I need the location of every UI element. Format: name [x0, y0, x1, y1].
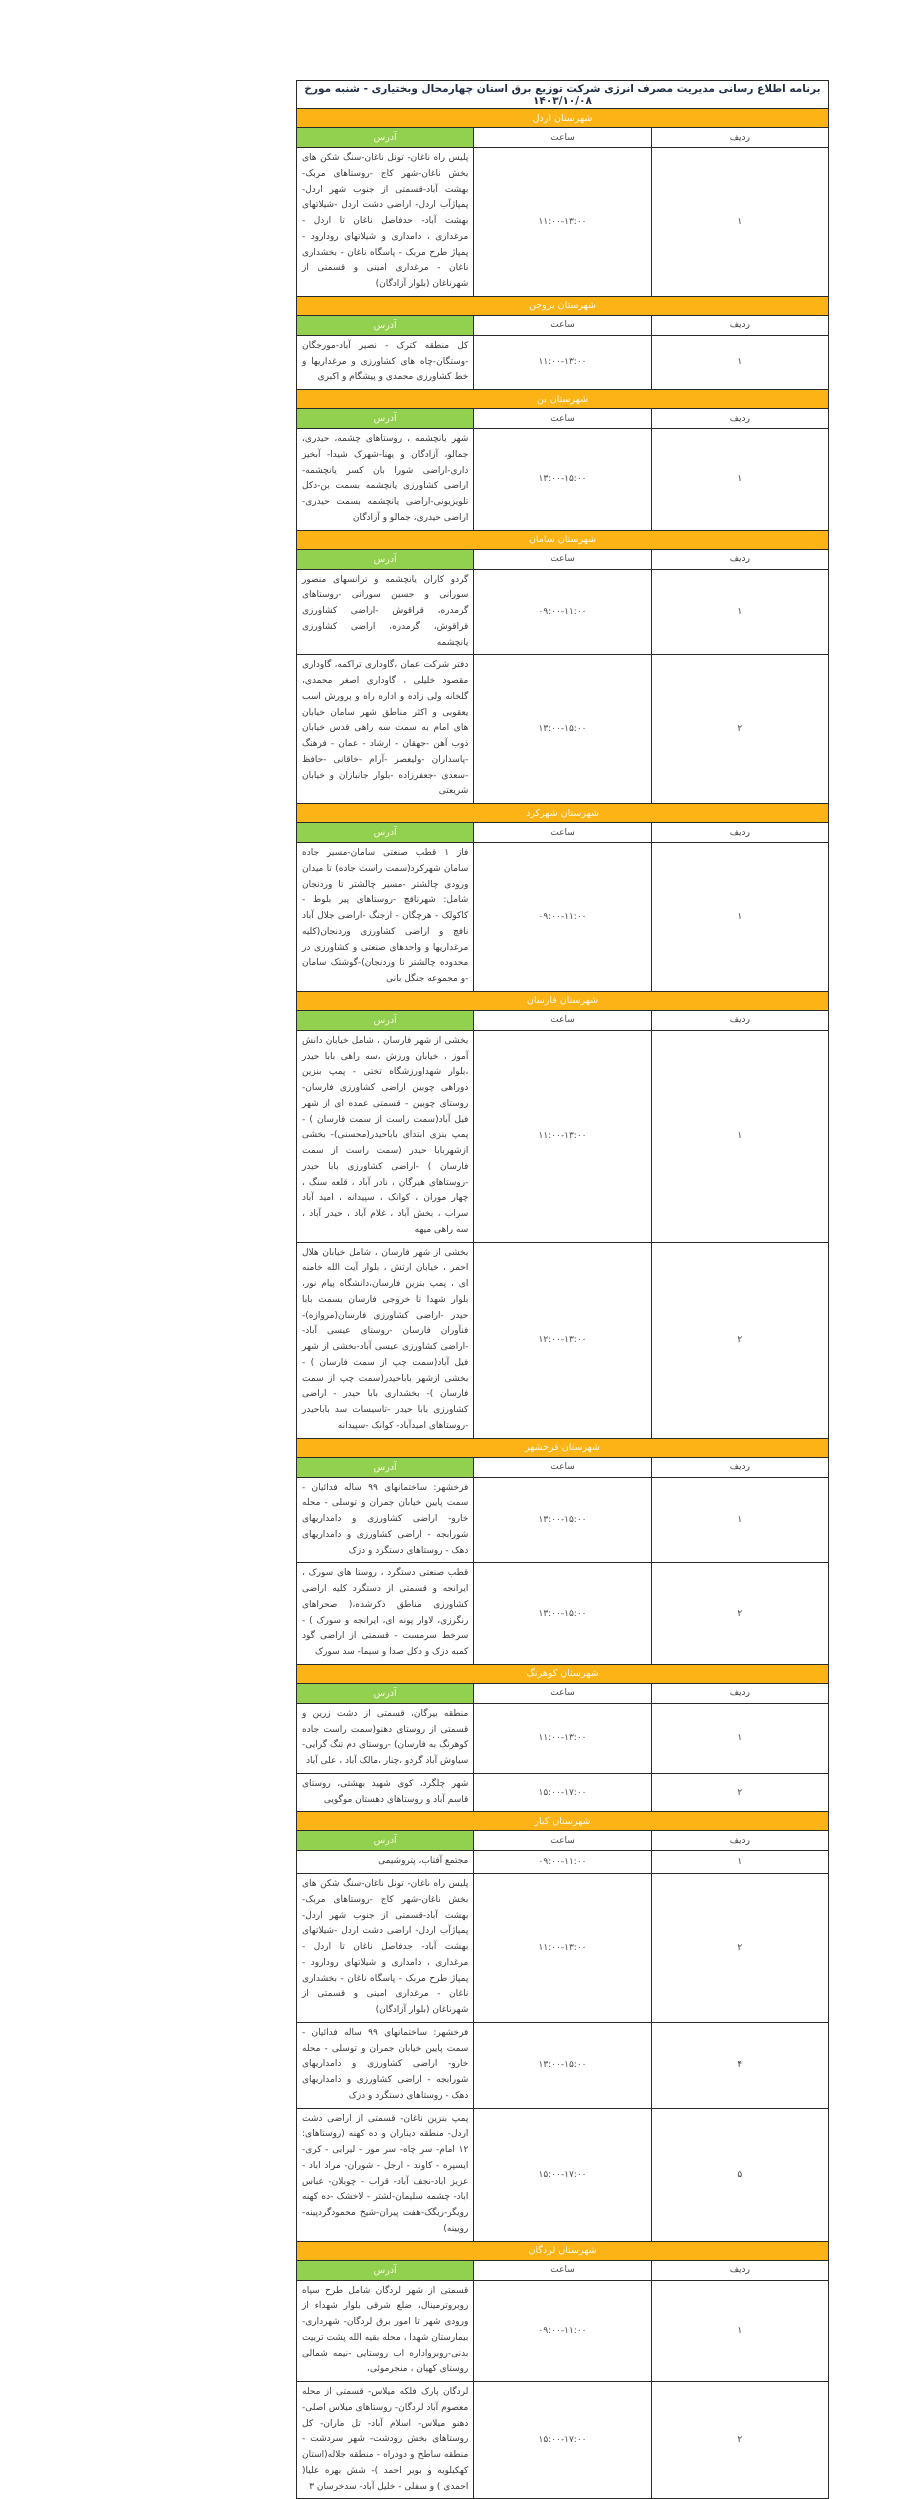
column-header-address: آدرس	[297, 1683, 474, 1703]
schedule-table-body	[297, 81, 829, 2499]
time-cell: ۱۱:۰۰-۱۳:۰۰	[474, 1030, 651, 1242]
table-row	[297, 429, 829, 531]
address-cell: پمپ بنزین ناغان- قسمتی از اراضی دشت اردل- منطقه دیناران و ده کهنه (روستاهای: ۱۲ امام- سر چاه- سر مور - لیرابی - کری- ایسپره - کاوند - ارجل - شوران- مراد اباد - عزیز اباد-نجف آباد- قراب - چوبلان- عباس اباد- چشمه سلیمان-لشتر - لاخشک -ده کهنه رویگر-ریگک-هفت پیران-شیخ محمودگردپینه-رویینه)	[297, 2108, 474, 2241]
section-title: شهرستان فارسان	[297, 991, 829, 1010]
time-cell: ۱۵:۰۰-۱۷:۰۰	[474, 2108, 651, 2241]
column-header-row-num: ردیف	[651, 2260, 828, 2280]
column-header-time: ساعت	[474, 1683, 651, 1703]
column-header-row	[297, 549, 829, 569]
section-header-row	[297, 1812, 829, 1831]
table-row	[297, 2280, 829, 2382]
column-header-row-num: ردیف	[651, 315, 828, 335]
row-number-cell: ۱	[651, 843, 828, 992]
row-number-cell: ۱	[651, 429, 828, 531]
column-header-time: ساعت	[474, 1831, 651, 1851]
page-title: برنامه اطلاع رسانی مدیریت مصرف انرژی شرکت توزیع برق استان چهارمحال وبختیاری - شنبه مورخ ۱۴۰۳/۱۰/۰۸	[297, 81, 829, 109]
schedule-sheet	[296, 80, 829, 2499]
section-header-row	[297, 530, 829, 549]
table-row	[297, 148, 829, 297]
address-cell: مجتمع آفتاب، پتروشیمی	[297, 1851, 474, 1874]
column-header-address: آدرس	[297, 549, 474, 569]
row-number-cell: ۲	[651, 1773, 828, 1812]
table-row	[297, 655, 829, 804]
row-number-cell: ۵	[651, 2108, 828, 2241]
section-title: شهرستان اردل	[297, 109, 829, 128]
column-header-row-num: ردیف	[651, 1010, 828, 1030]
column-header-time: ساعت	[474, 1457, 651, 1477]
column-header-address: آدرس	[297, 1831, 474, 1851]
address-cell: شهر یانچشمه ، روستاهای چشمه، حیدری، جمالو، آزادگان و یهنا-شهرک شیدا- آبخیز داری-اراضی شورا بان کسر یانچشمه- اراضی کشاورزی یانچشمه بسمت بن-دکل تلویزیونی-اراضی یانچشمه بسمت حیدری-اراضی حیدری، جمالو و آزادگان	[297, 429, 474, 531]
address-cell: قطب صنعتی دستگرد ، روستا های سورک ، ایرانجه و قسمتی از دستگرد کلیه اراضی کشاورزی مناطق ذکرشده،( صحراهای رنگرزی، لاوار پونه ای، ایرانجه و سورک ) - سرخط سرمست - قسمتی از اراضی گود کمبه دزک و دکل صدا و سیما- سد سورک	[297, 1563, 474, 1665]
section-header-row	[297, 390, 829, 409]
row-number-cell: ۲	[651, 1242, 828, 1438]
column-header-row	[297, 1683, 829, 1703]
row-number-cell: ۱	[651, 569, 828, 655]
address-cell: منطقه بیرگان، قسمتی از دشت زرین و قسمتی از روستای دهنو(سمت راست جاده کوهرنگ به فارسان) -روستای دم تنگ گرایی-سیاوش آباد گردو ،چنار ،مالک آباد ، علی آباد	[297, 1703, 474, 1773]
column-header-row	[297, 128, 829, 148]
column-header-time: ساعت	[474, 409, 651, 429]
column-header-address: آدرس	[297, 823, 474, 843]
column-header-address: آدرس	[297, 409, 474, 429]
section-header-row	[297, 991, 829, 1010]
row-number-cell: ۱	[651, 335, 828, 389]
row-number-cell: ۱	[651, 148, 828, 297]
table-row	[297, 2022, 829, 2108]
section-title: شهرستان بروجن	[297, 296, 829, 315]
address-cell: دفتر شرکت عمان ،گاوداری تراکمه، گاوداری مقصود خلیلی ، گاوداری اصغر محمدی، گلخانه ولی زاده و اداره راه و پرورش اسب یعقوبی و اکثر مناطق شهر سامان خیابان های امام به سمت سه راهی قدس خیابان ذوب آهن -جهقان - ارشاد - عمان - فرهنگ -پاسداران -ولیعصر -آرام -خاقانی -حافظ -سعدی -جعفرزاده -بلوار جانبازان و خیابان شریعتی	[297, 655, 474, 804]
address-cell: شهر چلگرد، کوی شهید بهشتی، روستای قاسم آباد و روستاهای دهستان موگویی	[297, 1773, 474, 1812]
column-header-row	[297, 823, 829, 843]
table-row	[297, 843, 829, 992]
row-number-cell: ۱	[651, 2280, 828, 2382]
table-row	[297, 335, 829, 389]
time-cell: ۱۳:۰۰-۱۵:۰۰	[474, 655, 651, 804]
time-cell: ۰۹:۰۰-۱۱:۰۰	[474, 2280, 651, 2382]
table-row	[297, 1773, 829, 1812]
row-number-cell: ۲	[651, 655, 828, 804]
column-header-row	[297, 1831, 829, 1851]
column-header-row-num: ردیف	[651, 409, 828, 429]
section-title: شهرستان بن	[297, 390, 829, 409]
column-header-time: ساعت	[474, 2260, 651, 2280]
time-cell: ۱۱:۰۰-۱۳:۰۰	[474, 148, 651, 297]
table-row	[297, 1477, 829, 1563]
table-row	[297, 1242, 829, 1438]
time-cell: ۰۹:۰۰-۱۱:۰۰	[474, 843, 651, 992]
row-number-cell: ۱	[651, 1851, 828, 1874]
section-title: شهرستان کیار	[297, 1812, 829, 1831]
row-number-cell: ۲	[651, 2382, 828, 2499]
table-row	[297, 569, 829, 655]
section-title: شهرستان سامان	[297, 530, 829, 549]
column-header-row-num: ردیف	[651, 1683, 828, 1703]
table-row	[297, 2108, 829, 2241]
row-number-cell: ۱	[651, 1030, 828, 1242]
table-row	[297, 1030, 829, 1242]
row-number-cell: ۱	[651, 1477, 828, 1563]
section-title: شهرستان کوهرنگ	[297, 1664, 829, 1683]
address-cell: کل منطقه کترک - نصیر آباد-مورجگان -وستگان-چاه های کشاورزی و مرغداریها و خط کشاورزی محمدی و پیشگام و اکبری	[297, 335, 474, 389]
address-cell: بخشی از شهر فارسان ، شامل خیابان دانش آموز ، خیابان ورزش ،سه راهی بابا حیدر ،بلوار شهداورزشگاه تختی - پمپ بنزین دوراهی چوبین اراضی کشاورزی فارسان- روستای چوبین - قسمتی عمده ای از شهر فیل آباد(سمت راست از سمت فارسان ) - پمپ بنزی ابتدای باباحیدر(محسنی)- بخشی ازشهربابا حیدر (سمت راست از سمت فارسان ) -اراضی کشاورزی بابا حیدر -روستاهای هیرگان ، نادر آباد ، قلعه سنگ ، چهار موران ، کوانک ، سپیدانه ، امید آباد سراب ، بخش آباد ، غلام آباد ، حیدر آباد ، سه راهی میهه	[297, 1030, 474, 1242]
time-cell: ۱۳:۰۰-۱۵:۰۰	[474, 429, 651, 531]
section-title: شهرستان فرخشهر	[297, 1438, 829, 1457]
column-header-address: آدرس	[297, 2260, 474, 2280]
column-header-address: آدرس	[297, 1457, 474, 1477]
address-cell: قسمتی از شهر لردگان شامل طرح سپاه روبروترمینال، ضلع شرقی بلوار شهداء از ورودی شهر تا امور برق لردگان- شهرداری- بیمارستان شهدا ، محله بقیه الله پشت تربیت بدنی-روبرواداره اب روستایی -نیمه شمالی روستای کهیان ، منجرموئی،	[297, 2280, 474, 2382]
section-header-row	[297, 2241, 829, 2260]
column-header-row	[297, 409, 829, 429]
column-header-row-num: ردیف	[651, 1457, 828, 1477]
column-header-address: آدرس	[297, 1010, 474, 1030]
section-header-row	[297, 804, 829, 823]
section-header-row	[297, 296, 829, 315]
time-cell: ۱۲:۰۰-۱۳:۰۰	[474, 1242, 651, 1438]
time-cell: ۱۱:۰۰-۱۳:۰۰	[474, 1874, 651, 2023]
section-header-row	[297, 1664, 829, 1683]
table-row	[297, 1851, 829, 1874]
address-cell: بخشی از شهر فارسان ، شامل خیابان هلال احمر ، خیابان ارتش ، بلوار آیت الله خامنه ای ، پمپ بنزین فارسان،دانشگاه پیام نور، بلوار شهدا تا خروجی فارسان بسمت بابا حیدر -اراضی کشاورزی فارسان(مروازه)-فنآوران فارسان -روستای عیسی آباد- -اراضی کشاورزی عیسی آباد-بخشی از شهر فیل آباد(سمت چپ از سمت فارسان ) - بخشی ازشهر باباحیدر(سمت چپ از سمت فارسان )- بخشداری بابا حیدر - اراضی کشاورزی بابا حیدر -تاسیسات سد باباحیدر -روستاهای امیدآباد- کوانک -سپیدانه	[297, 1242, 474, 1438]
time-cell: ۱۱:۰۰-۱۳:۰۰	[474, 335, 651, 389]
section-title: شهرستان شهرکرد	[297, 804, 829, 823]
column-header-row-num: ردیف	[651, 1831, 828, 1851]
column-header-address: آدرس	[297, 315, 474, 335]
column-header-row	[297, 315, 829, 335]
section-header-row	[297, 109, 829, 128]
address-cell: گردو کاران یانچشمه و ترانسهای منصور سورانی و حسین سورانی -روستاهای گرمدره، قراقوش -اراضی کشاورزی قراقوش، گرمدره، اراضی کشاورزی یانچشمه	[297, 569, 474, 655]
address-cell: فرخشهر: ساختمانهای ۹۹ ساله فدائیان - سمت پایین خیابان جمران و توسلی - محله خارو- اراضی کشاورزی و دامداریهای شورابجه - اراضی کشاورزی و دامداریهای دهک - روستاهای دستگرد و دزک	[297, 1477, 474, 1563]
section-header-row	[297, 1438, 829, 1457]
column-header-row	[297, 2260, 829, 2280]
title-row	[297, 81, 829, 109]
table-row	[297, 1703, 829, 1773]
column-header-address: آدرس	[297, 128, 474, 148]
column-header-time: ساعت	[474, 1010, 651, 1030]
time-cell: ۱۵:۰۰-۱۷:۰۰	[474, 1773, 651, 1812]
column-header-row	[297, 1457, 829, 1477]
column-header-row	[297, 1010, 829, 1030]
time-cell: ۱۵:۰۰-۱۷:۰۰	[474, 2382, 651, 2499]
row-number-cell: ۲	[651, 1874, 828, 2023]
address-cell: لردگان پارک فلکه میلاس- قسمتی از محله معصوم آباد لردگان- روستاهای میلاس اصلی- دهنو میلاس- اسلام آباد- تل ماران- کل روستاهای بخش رودشت- شهر سردشت - منطقه ساطح و دودراه - منطقه جلاله(استان کهکیلویه و بویر احمد )- شش بهره علیا( احمدی ) و سفلی - خلیل آباد- سدخرسان ۳	[297, 2382, 474, 2499]
row-number-cell: ۲	[651, 1563, 828, 1665]
table-row	[297, 1874, 829, 2023]
address-cell: فرخشهر: ساختمانهای ۹۹ ساله فدائیان - سمت پایین خیابان جمران و توسلی - محله خارو- اراضی کشاورزی و دامداریهای شورابجه - اراضی کشاورزی و دامداریهای دهک - روستاهای دستگرد و دزک	[297, 2022, 474, 2108]
time-cell: ۱۱:۰۰-۱۳:۰۰	[474, 1703, 651, 1773]
table-row	[297, 1563, 829, 1665]
column-header-time: ساعت	[474, 315, 651, 335]
row-number-cell: ۱	[651, 1703, 828, 1773]
column-header-row-num: ردیف	[651, 128, 828, 148]
address-cell: پلیس راه ناغان- تونل ناغان-سنگ شکن های بخش ناغان-شهر کاج -روستاهای مربک-بهشت آباد-قسمتی از جنوب شهر اردل- پمپاژآب اردل- اراضی دشت اردل -شیلاتهای بهشت آباد- حدفاصل ناغان تا اردل - مرغداری ، دامداری و شیلاتهای رودارود - پمپاژ طرح مربک - پاسگاه ناغان - بخشداری ناغان - مرغداری امینی و قسمتی از شهرناغان (بلوار آزادگان)	[297, 1874, 474, 2023]
time-cell: ۰۹:۰۰-۱۱:۰۰	[474, 569, 651, 655]
row-number-cell: ۴	[651, 2022, 828, 2108]
time-cell: ۱۳:۰۰-۱۵:۰۰	[474, 1563, 651, 1665]
time-cell: ۱۳:۰۰-۱۵:۰۰	[474, 2022, 651, 2108]
time-cell: ۰۹:۰۰-۱۱:۰۰	[474, 1851, 651, 1874]
time-cell: ۱۳:۰۰-۱۵:۰۰	[474, 1477, 651, 1563]
column-header-time: ساعت	[474, 823, 651, 843]
column-header-row-num: ردیف	[651, 549, 828, 569]
schedule-table	[296, 80, 829, 2499]
section-title: شهرستان لردگان	[297, 2241, 829, 2260]
table-row	[297, 2382, 829, 2499]
column-header-time: ساعت	[474, 549, 651, 569]
column-header-time: ساعت	[474, 128, 651, 148]
address-cell: پلیس راه ناغان- تونل ناغان-سنگ شکن های بخش ناغان-شهر کاج -روستاهای مربک-بهشت آباد-قسمتی از جنوب شهر اردل- پمپاژآب اردل- اراضی دشت اردل -شیلاتهای بهشت آباد- حدفاصل ناغان تا اردل - مرغداری ، دامداری و شیلاتهای رودارود - پمپاژ طرح مربک - پاسگاه ناغان - بخشداری ناغان - مرغداری امینی و قسمتی از شهرناغان (بلوار آزادگان)	[297, 148, 474, 297]
address-cell: فاز ۱ قطب صنعتی سامان-مسیر جاده سامان شهرکرد(سمت راست جاده) تا میدان ورودی چالشتر -مسیر چالشتر تا وردنجان شامل: شهرنافچ -روستاهای پیر بلوط - کاکولک - هرچگان - ارجنگ -اراضی جلال آباد نافچ و اراضی کشاورزی وردنجان(کلیه مرغداریها و واحدهای صنعتی و کشاورزی در محدوده چالشتر تا وردنجان)-گوشتک سامان -و مجموعه جنگل بانی	[297, 843, 474, 992]
column-header-row-num: ردیف	[651, 823, 828, 843]
